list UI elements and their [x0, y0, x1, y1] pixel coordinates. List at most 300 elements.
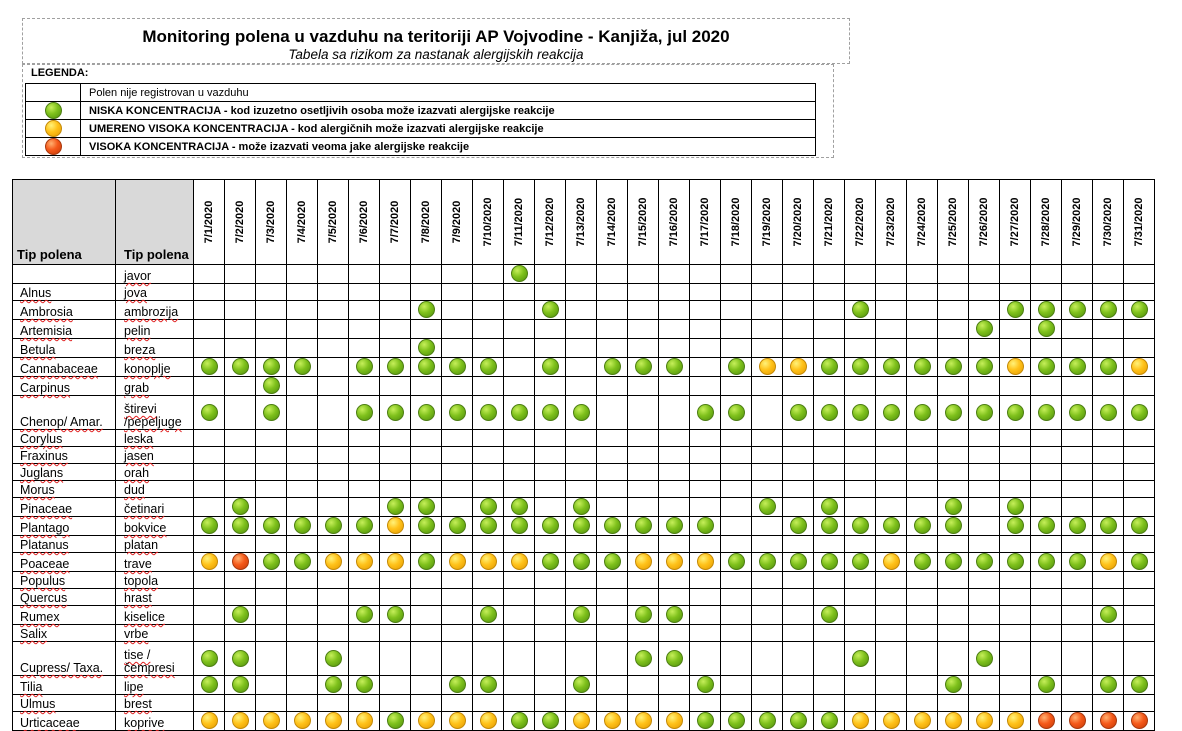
low-concentration-dot-icon	[852, 301, 869, 318]
concentration-cell	[287, 339, 318, 358]
low-concentration-dot-icon	[1131, 553, 1148, 570]
date-header-label: 7/31/2020	[1133, 197, 1145, 247]
concentration-cell	[349, 606, 380, 625]
concentration-cell	[442, 572, 473, 589]
low-concentration-dot-icon	[1038, 320, 1055, 337]
date-header-label: 7/20/2020	[792, 197, 804, 247]
concentration-cell	[628, 695, 659, 712]
pollen-latin-text: Cupress/ Taxa.	[20, 661, 104, 675]
concentration-cell	[287, 589, 318, 606]
concentration-cell	[1000, 517, 1031, 536]
concentration-cell	[969, 553, 1000, 572]
concentration-cell	[1062, 553, 1093, 572]
concentration-cell	[721, 430, 752, 447]
concentration-cell	[411, 536, 442, 553]
concentration-cell	[1093, 536, 1124, 553]
concentration-cell	[597, 589, 628, 606]
concentration-cell	[783, 676, 814, 695]
concentration-cell	[845, 320, 876, 339]
pollen-local-text: kiselice	[124, 610, 165, 624]
low-concentration-dot-icon	[821, 498, 838, 515]
legend-dot-icon	[45, 102, 62, 119]
concentration-cell	[535, 676, 566, 695]
concentration-cell	[876, 339, 907, 358]
concentration-cell	[318, 265, 349, 284]
concentration-cell	[349, 430, 380, 447]
concentration-cell	[225, 553, 256, 572]
date-header-label: 7/1/2020	[203, 200, 215, 244]
concentration-cell	[690, 712, 721, 731]
concentration-cell	[690, 339, 721, 358]
low-concentration-dot-icon	[418, 517, 435, 534]
concentration-cell	[318, 695, 349, 712]
concentration-cell	[752, 553, 783, 572]
concentration-cell	[907, 301, 938, 320]
concentration-cell	[597, 642, 628, 676]
concentration-cell	[1062, 625, 1093, 642]
table-row	[13, 447, 1155, 464]
concentration-cell	[907, 712, 938, 731]
concentration-cell	[628, 301, 659, 320]
concentration-cell	[1093, 265, 1124, 284]
concentration-cell	[969, 572, 1000, 589]
concentration-cell	[349, 396, 380, 430]
low-concentration-dot-icon	[573, 606, 590, 623]
concentration-cell	[659, 377, 690, 396]
concentration-cell	[318, 481, 349, 498]
concentration-cell	[225, 625, 256, 642]
medium-concentration-dot-icon	[573, 712, 590, 729]
concentration-cell	[1124, 447, 1155, 464]
concentration-cell	[721, 712, 752, 731]
low-concentration-dot-icon	[480, 404, 497, 421]
concentration-cell	[225, 265, 256, 284]
concentration-cell	[1000, 642, 1031, 676]
concentration-cell	[442, 339, 473, 358]
concentration-cell	[194, 339, 225, 358]
low-concentration-dot-icon	[914, 553, 931, 570]
concentration-cell	[969, 265, 1000, 284]
concentration-cell	[969, 396, 1000, 430]
concentration-cell	[504, 447, 535, 464]
concentration-cell	[1031, 695, 1062, 712]
low-concentration-dot-icon	[790, 517, 807, 534]
table-row	[13, 339, 1155, 358]
high-concentration-dot-icon	[1131, 712, 1148, 729]
concentration-cell	[721, 695, 752, 712]
low-concentration-dot-icon	[511, 404, 528, 421]
concentration-cell	[969, 642, 1000, 676]
concentration-cell	[442, 676, 473, 695]
pollen-local-name	[116, 606, 194, 625]
concentration-cell	[349, 676, 380, 695]
concentration-cell	[473, 481, 504, 498]
pollen-latin-name	[13, 589, 116, 606]
concentration-cell	[411, 676, 442, 695]
concentration-cell	[411, 642, 442, 676]
concentration-cell	[194, 553, 225, 572]
concentration-cell	[845, 625, 876, 642]
concentration-cell	[659, 301, 690, 320]
low-concentration-dot-icon	[976, 650, 993, 667]
concentration-cell	[287, 481, 318, 498]
concentration-cell	[752, 481, 783, 498]
concentration-cell	[473, 606, 504, 625]
concentration-cell	[380, 339, 411, 358]
concentration-cell	[349, 320, 380, 339]
concentration-cell	[814, 695, 845, 712]
concentration-cell	[225, 481, 256, 498]
concentration-cell	[938, 377, 969, 396]
concentration-cell	[1031, 339, 1062, 358]
concentration-cell	[1062, 396, 1093, 430]
concentration-cell	[504, 712, 535, 731]
concentration-cell	[814, 377, 845, 396]
concentration-cell	[380, 265, 411, 284]
pollen-local-name	[116, 642, 194, 676]
concentration-cell	[1093, 676, 1124, 695]
low-concentration-dot-icon	[387, 712, 404, 729]
legend-text	[81, 138, 816, 156]
concentration-cell	[597, 517, 628, 536]
concentration-cell	[473, 676, 504, 695]
legend-row	[26, 102, 816, 120]
concentration-cell	[659, 447, 690, 464]
concentration-cell	[411, 481, 442, 498]
concentration-cell	[969, 284, 1000, 301]
concentration-cell	[380, 695, 411, 712]
concentration-cell	[287, 712, 318, 731]
medium-concentration-dot-icon	[263, 712, 280, 729]
low-concentration-dot-icon	[914, 358, 931, 375]
concentration-cell	[535, 642, 566, 676]
concentration-cell	[1124, 572, 1155, 589]
pollen-latin-text: Alnus	[20, 286, 52, 300]
medium-concentration-dot-icon	[666, 712, 683, 729]
concentration-cell	[597, 396, 628, 430]
concentration-cell	[442, 358, 473, 377]
concentration-cell	[938, 625, 969, 642]
concentration-cell	[814, 625, 845, 642]
concentration-cell	[535, 695, 566, 712]
concentration-cell	[1000, 358, 1031, 377]
concentration-cell	[814, 481, 845, 498]
concentration-cell	[566, 447, 597, 464]
concentration-cell	[659, 358, 690, 377]
concentration-cell	[318, 396, 349, 430]
concentration-cell	[442, 447, 473, 464]
concentration-cell	[628, 447, 659, 464]
concentration-cell	[535, 464, 566, 481]
pollen-latin-text: Tilia	[20, 680, 43, 694]
concentration-cell	[566, 606, 597, 625]
concentration-cell	[225, 517, 256, 536]
low-concentration-dot-icon	[511, 517, 528, 534]
concentration-cell	[411, 606, 442, 625]
date-header	[969, 180, 1000, 265]
concentration-cell	[380, 572, 411, 589]
date-header	[876, 180, 907, 265]
concentration-cell	[659, 481, 690, 498]
date-header	[318, 180, 349, 265]
concentration-cell	[535, 517, 566, 536]
concentration-cell	[628, 625, 659, 642]
concentration-cell	[287, 377, 318, 396]
concentration-cell	[783, 498, 814, 517]
concentration-cell	[690, 695, 721, 712]
table-header-row	[13, 180, 1155, 265]
concentration-cell	[1124, 320, 1155, 339]
low-concentration-dot-icon	[201, 676, 218, 693]
low-concentration-dot-icon	[1100, 404, 1117, 421]
concentration-cell	[535, 481, 566, 498]
concentration-cell	[566, 712, 597, 731]
low-concentration-dot-icon	[728, 358, 745, 375]
concentration-cell	[752, 301, 783, 320]
date-header-label: 7/9/2020	[451, 200, 463, 244]
concentration-cell	[876, 301, 907, 320]
concentration-cell	[318, 498, 349, 517]
concentration-cell	[628, 320, 659, 339]
low-concentration-dot-icon	[604, 517, 621, 534]
legend-swatch	[26, 120, 81, 138]
medium-concentration-dot-icon	[914, 712, 931, 729]
pollen-latin-text: Carpinus	[20, 381, 71, 395]
concentration-cell	[876, 498, 907, 517]
low-concentration-dot-icon	[294, 553, 311, 570]
concentration-cell	[814, 589, 845, 606]
pollen-local-name	[116, 695, 194, 712]
concentration-cell	[814, 464, 845, 481]
concentration-cell	[194, 430, 225, 447]
concentration-cell	[1093, 396, 1124, 430]
concentration-cell	[318, 712, 349, 731]
low-concentration-dot-icon	[356, 358, 373, 375]
concentration-cell	[597, 572, 628, 589]
concentration-cell	[721, 284, 752, 301]
concentration-cell	[566, 553, 597, 572]
low-concentration-dot-icon	[263, 517, 280, 534]
low-concentration-dot-icon	[883, 404, 900, 421]
legend-text	[81, 84, 816, 102]
low-concentration-dot-icon	[604, 358, 621, 375]
date-header	[1031, 180, 1062, 265]
concentration-cell	[504, 481, 535, 498]
concentration-cell	[256, 464, 287, 481]
pollen-local-name	[116, 301, 194, 320]
concentration-cell	[318, 301, 349, 320]
concentration-cell	[1062, 498, 1093, 517]
concentration-cell	[566, 358, 597, 377]
low-concentration-dot-icon	[573, 676, 590, 693]
low-concentration-dot-icon	[1069, 404, 1086, 421]
date-header-label: 7/26/2020	[978, 197, 990, 247]
concentration-cell	[1031, 396, 1062, 430]
legend-swatch	[26, 84, 81, 102]
low-concentration-dot-icon	[635, 650, 652, 667]
medium-concentration-dot-icon	[449, 553, 466, 570]
low-concentration-dot-icon	[1007, 498, 1024, 515]
concentration-cell	[256, 536, 287, 553]
concentration-cell	[380, 396, 411, 430]
concentration-cell	[256, 712, 287, 731]
concentration-cell	[442, 284, 473, 301]
table-row	[13, 695, 1155, 712]
concentration-cell	[690, 498, 721, 517]
pollen-local-name	[116, 553, 194, 572]
concentration-cell	[659, 642, 690, 676]
low-concentration-dot-icon	[232, 358, 249, 375]
low-concentration-dot-icon	[1069, 358, 1086, 375]
concentration-cell	[907, 464, 938, 481]
low-concentration-dot-icon	[852, 553, 869, 570]
concentration-cell	[1124, 265, 1155, 284]
concentration-cell	[504, 265, 535, 284]
concentration-cell	[535, 712, 566, 731]
concentration-cell	[597, 695, 628, 712]
medium-concentration-dot-icon	[294, 712, 311, 729]
concentration-cell	[876, 358, 907, 377]
concentration-cell	[907, 284, 938, 301]
low-concentration-dot-icon	[232, 498, 249, 515]
concentration-cell	[783, 589, 814, 606]
low-concentration-dot-icon	[480, 498, 497, 515]
pollen-latin-text: Pinaceae	[20, 502, 73, 516]
low-concentration-dot-icon	[821, 606, 838, 623]
date-header	[504, 180, 535, 265]
concentration-cell	[659, 284, 690, 301]
table-row	[13, 642, 1155, 676]
concentration-cell	[194, 396, 225, 430]
concentration-cell	[318, 358, 349, 377]
concentration-cell	[318, 430, 349, 447]
concentration-cell	[504, 553, 535, 572]
concentration-cell	[907, 536, 938, 553]
date-header-label: 7/18/2020	[730, 197, 742, 247]
low-concentration-dot-icon	[759, 712, 776, 729]
concentration-cell	[876, 517, 907, 536]
concentration-cell	[225, 447, 256, 464]
page-title: Monitoring polena u vazduhu na teritoriji AP Vojvodine - Kanjiža, jul 2020	[142, 27, 730, 46]
concentration-cell	[194, 320, 225, 339]
low-concentration-dot-icon	[387, 606, 404, 623]
concentration-cell	[535, 301, 566, 320]
low-concentration-dot-icon	[1100, 301, 1117, 318]
concentration-cell	[907, 642, 938, 676]
pollen-local-name	[116, 498, 194, 517]
concentration-cell	[1000, 396, 1031, 430]
concentration-cell	[256, 301, 287, 320]
concentration-cell	[752, 358, 783, 377]
concentration-cell	[1062, 481, 1093, 498]
pollen-local-text: lipe	[124, 680, 144, 694]
concentration-cell	[938, 301, 969, 320]
concentration-cell	[473, 320, 504, 339]
pollen-latin-text: Populus	[20, 574, 66, 588]
low-concentration-dot-icon	[263, 404, 280, 421]
low-concentration-dot-icon	[790, 553, 807, 570]
concentration-cell	[783, 301, 814, 320]
legend-dot-icon	[45, 120, 62, 137]
concentration-cell	[690, 517, 721, 536]
pollen-local-name	[116, 572, 194, 589]
table-row	[13, 536, 1155, 553]
pollen-latin-text: Ambrosia	[20, 305, 73, 319]
low-concentration-dot-icon	[821, 358, 838, 375]
pollen-latin-name	[13, 553, 116, 572]
table-row	[13, 625, 1155, 642]
concentration-cell	[473, 553, 504, 572]
concentration-cell	[876, 589, 907, 606]
concentration-cell	[845, 430, 876, 447]
concentration-cell	[721, 553, 752, 572]
concentration-cell	[1093, 589, 1124, 606]
concentration-cell	[783, 464, 814, 481]
low-concentration-dot-icon	[604, 553, 621, 570]
table-row	[13, 284, 1155, 301]
concentration-cell	[1031, 358, 1062, 377]
low-concentration-dot-icon	[294, 517, 311, 534]
concentration-cell	[225, 339, 256, 358]
concentration-cell	[845, 572, 876, 589]
concentration-cell	[938, 572, 969, 589]
concentration-cell	[721, 358, 752, 377]
concentration-cell	[1124, 377, 1155, 396]
concentration-cell	[287, 498, 318, 517]
pollen-local-text: dud	[124, 483, 145, 497]
pollen-latin-name	[13, 358, 116, 377]
date-header-label: 7/28/2020	[1040, 197, 1052, 247]
concentration-cell	[690, 377, 721, 396]
concentration-cell	[783, 553, 814, 572]
concentration-cell	[194, 712, 225, 731]
low-concentration-dot-icon	[1100, 358, 1117, 375]
pollen-latin-name	[13, 572, 116, 589]
concentration-cell	[597, 553, 628, 572]
concentration-cell	[907, 339, 938, 358]
concentration-cell	[566, 464, 597, 481]
concentration-cell	[659, 589, 690, 606]
concentration-cell	[814, 430, 845, 447]
pollen-latin-text: Cannabaceae	[20, 362, 98, 376]
concentration-cell	[969, 301, 1000, 320]
pollen-local-name	[116, 589, 194, 606]
concentration-cell	[535, 430, 566, 447]
pollen-local-text: koprive	[124, 716, 165, 730]
concentration-cell	[442, 642, 473, 676]
concentration-cell	[566, 320, 597, 339]
concentration-cell	[938, 396, 969, 430]
concentration-cell	[876, 430, 907, 447]
date-header-label: 7/15/2020	[637, 197, 649, 247]
date-header	[287, 180, 318, 265]
concentration-cell	[783, 430, 814, 447]
concentration-cell	[845, 536, 876, 553]
medium-concentration-dot-icon	[480, 712, 497, 729]
pollen-latin-name	[13, 695, 116, 712]
date-header-label: 7/5/2020	[327, 200, 339, 244]
concentration-cell	[380, 606, 411, 625]
pollen-latin-text: Quercus	[20, 591, 68, 605]
concentration-cell	[938, 265, 969, 284]
concentration-cell	[318, 536, 349, 553]
concentration-cell	[752, 284, 783, 301]
concentration-cell	[287, 553, 318, 572]
medium-concentration-dot-icon	[666, 553, 683, 570]
concentration-cell	[473, 301, 504, 320]
low-concentration-dot-icon	[1007, 301, 1024, 318]
legend-level-name: UMERENO VISOKA KONCENTRACIJA	[89, 122, 289, 135]
